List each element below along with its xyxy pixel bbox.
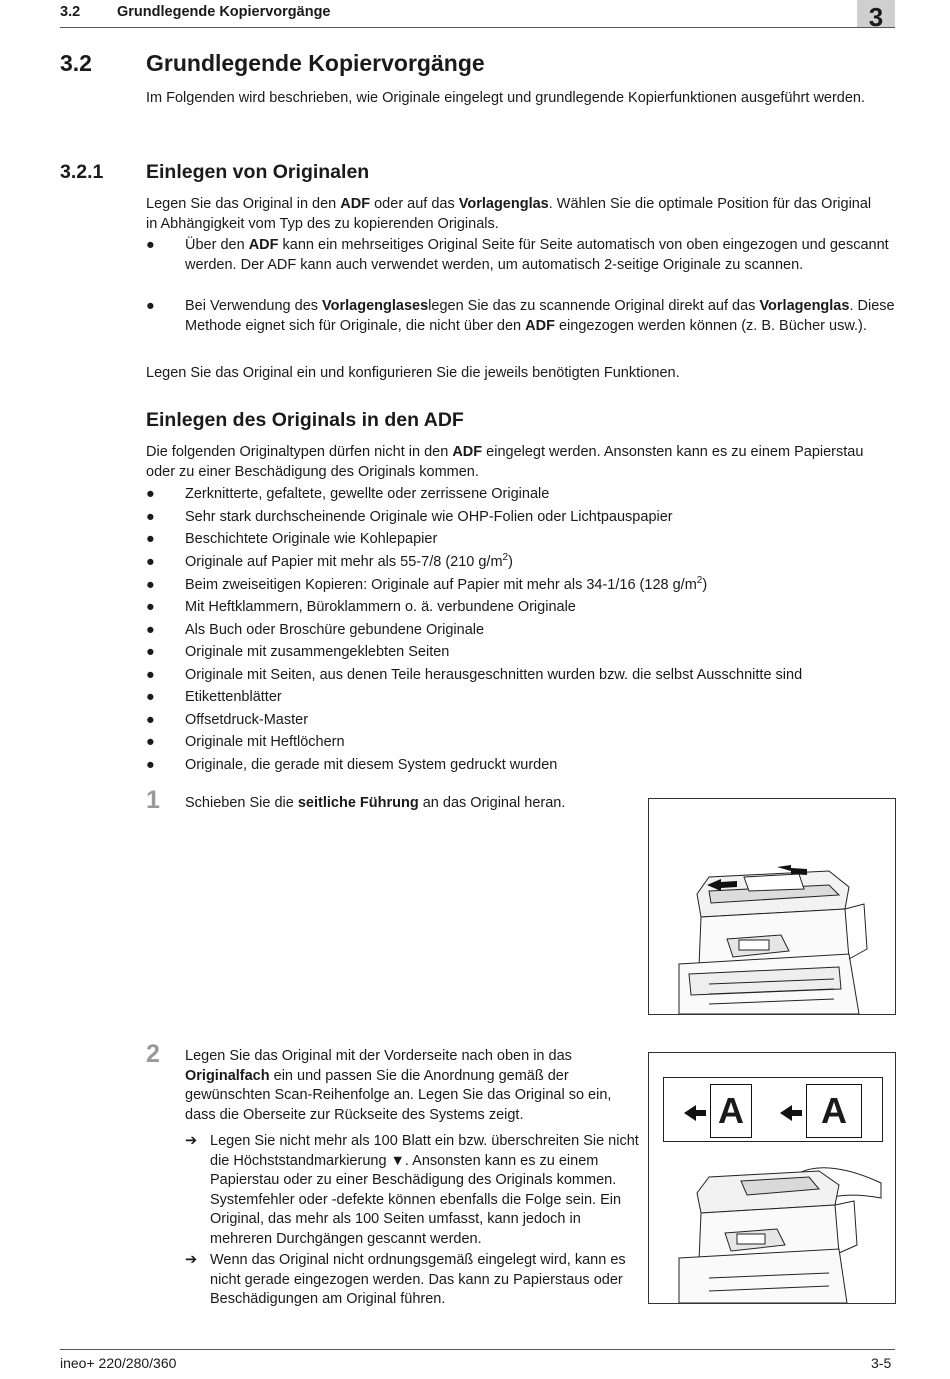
header-rule (60, 27, 895, 28)
list-item: ● Bei Verwendung des Vorlagenglaseslegen Sie das zu scannende Original direkt auf das Vorlagenglas. Diese Methode eignet sich für Originale, die nicht über den ADF eingezogen werden können (z. B. Bücher usw.). (146, 298, 895, 334)
copier-illustration (649, 799, 895, 1014)
subsection-number: 3.2.1 (60, 161, 104, 183)
header-section-title: Grundlegende Kopiervorgänge (117, 4, 331, 20)
header-section-number: 3.2 (60, 4, 81, 20)
list-item: ● Originale mit Seiten, aus denen Teile herausgeschnitten wurden bzw. die selbst Ausschnitte sind (146, 667, 803, 683)
step-number: 1 (146, 786, 160, 814)
list-item: ● Sehr stark durchscheinende Originale wie OHP-Folien oder Lichtpauspapier (146, 509, 673, 525)
footer-model: ineo+ 220/280/360 (60, 1355, 177, 1371)
note-item: ➔ Wenn das Original nicht ordnungsgemäß eingelegt wird, kann es nicht gerade eingezogen werden. Das kann zu Papierstaus oder Beschädigungen am Original führen. (185, 1252, 626, 1307)
list-item: ● Originale mit zusammengeklebten Seiten (146, 644, 450, 660)
subsection-title: Einlegen von Originalen (146, 161, 370, 183)
figure-original-orientation (648, 1052, 896, 1304)
footer-rule (60, 1349, 895, 1350)
subsection-heading (60, 161, 369, 184)
note-item: ➔ Legen Sie nicht mehr als 100 Blatt ein bzw. überschreiten Sie nicht die Höchststandmarkierung ▼. Ansonsten kann es zu einem Papierstau oder zu einer Beschädigung des Originals kommen. Systemfehler oder -defekte können ebenfalls die Folge sein. Ein Original, das mehr als 100 Seiten umfasst, kann jedoch in mehreren Durchgängen gescannt werden. (185, 1133, 639, 1247)
step-number: 2 (146, 1040, 160, 1068)
arrow-icon: ➔ (185, 1252, 198, 1268)
copier-illustration (649, 1053, 895, 1303)
original-sheet-a: A (806, 1084, 862, 1138)
step-2-text: Legen Sie das Original mit der Vorderseite nach oben in das Originalfach ein und passen Sie die Anordnung gemäß der gewünschten Scan-Reihenfolge an. Legen Sie das Original so ein, dass die Oberseite zur Rückseite des Systems zeigt. (185, 1048, 612, 1123)
list-item: ● Über den ADF kann ein mehrseitiges Original Seite für Seite automatisch von oben eingezogen und gescannt werden. Der ADF kann auch verwendet werden, um automatisch 2-seitige Originale zu scannen. (146, 237, 889, 273)
list-item: ● Originale mit Heftlöchern (146, 734, 345, 750)
section-intro: Im Folgenden wird beschrieben, wie Originale eingelegt und grundlegende Kopierfunktionen ausgeführt werden. (146, 90, 866, 106)
adf-intro: Die folgenden Originaltypen dürfen nicht in den ADF eingelegt werden. Ansonsten kann es zu einem Papierstau oder zu einer Beschädigung des Originals kommen. (146, 444, 864, 480)
bullet-dot: ● (146, 298, 155, 314)
list-item: ● Originale auf Papier mit mehr als 55-7/8 (210 $g/m^2$) (146, 552, 513, 570)
subsection-intro: Legen Sie das Original in den ADF oder auf das Vorlagenglas. Wählen Sie die optimale Position für das Original in Abhängigkeit vom Typ des zu kopierenden Originals. (146, 196, 872, 232)
section-title: Grundlegende Kopiervorgänge (146, 50, 485, 76)
list-item: ● Originale, die gerade mit diesem System gedruckt wurden (146, 757, 558, 773)
list-item: ● Beim zweiseitigen Kopieren: Originale auf Papier mit mehr als 34-1/16 (128 $g/m^2$) (146, 575, 708, 593)
list-item: ● Offsetdruck-Master (146, 712, 309, 728)
bullet-dot: ● (146, 237, 155, 253)
list-item: ● Als Buch oder Broschüre gebundene Originale (146, 622, 485, 638)
subsection-closing: Legen Sie das Original ein und konfigurieren Sie die jeweils benötigten Funktionen. (146, 365, 680, 381)
running-header (60, 4, 331, 20)
list-item: ● Mit Heftklammern, Büroklammern o. ä. verbundene Originale (146, 599, 576, 615)
arrow-icon: ➔ (185, 1133, 198, 1149)
list-item: ● Zerknitterte, gefaltete, gewellte oder zerrissene Originale (146, 486, 550, 502)
adf-heading: Einlegen des Originals in den ADF (146, 409, 464, 431)
section-heading (60, 50, 485, 77)
step-1-text: Schieben Sie die seitliche Führung an das Original heran. (185, 795, 566, 811)
section-number: 3.2 (60, 50, 92, 76)
footer-page-number: 3-5 (871, 1355, 892, 1371)
list-item: ● Beschichtete Originale wie Kohlepapier (146, 531, 438, 547)
chapter-tab: 3 (857, 0, 895, 28)
original-sheet-a: A (710, 1084, 752, 1138)
list-item: ● Etikettenblätter (146, 689, 282, 705)
figure-side-guide (648, 798, 896, 1015)
